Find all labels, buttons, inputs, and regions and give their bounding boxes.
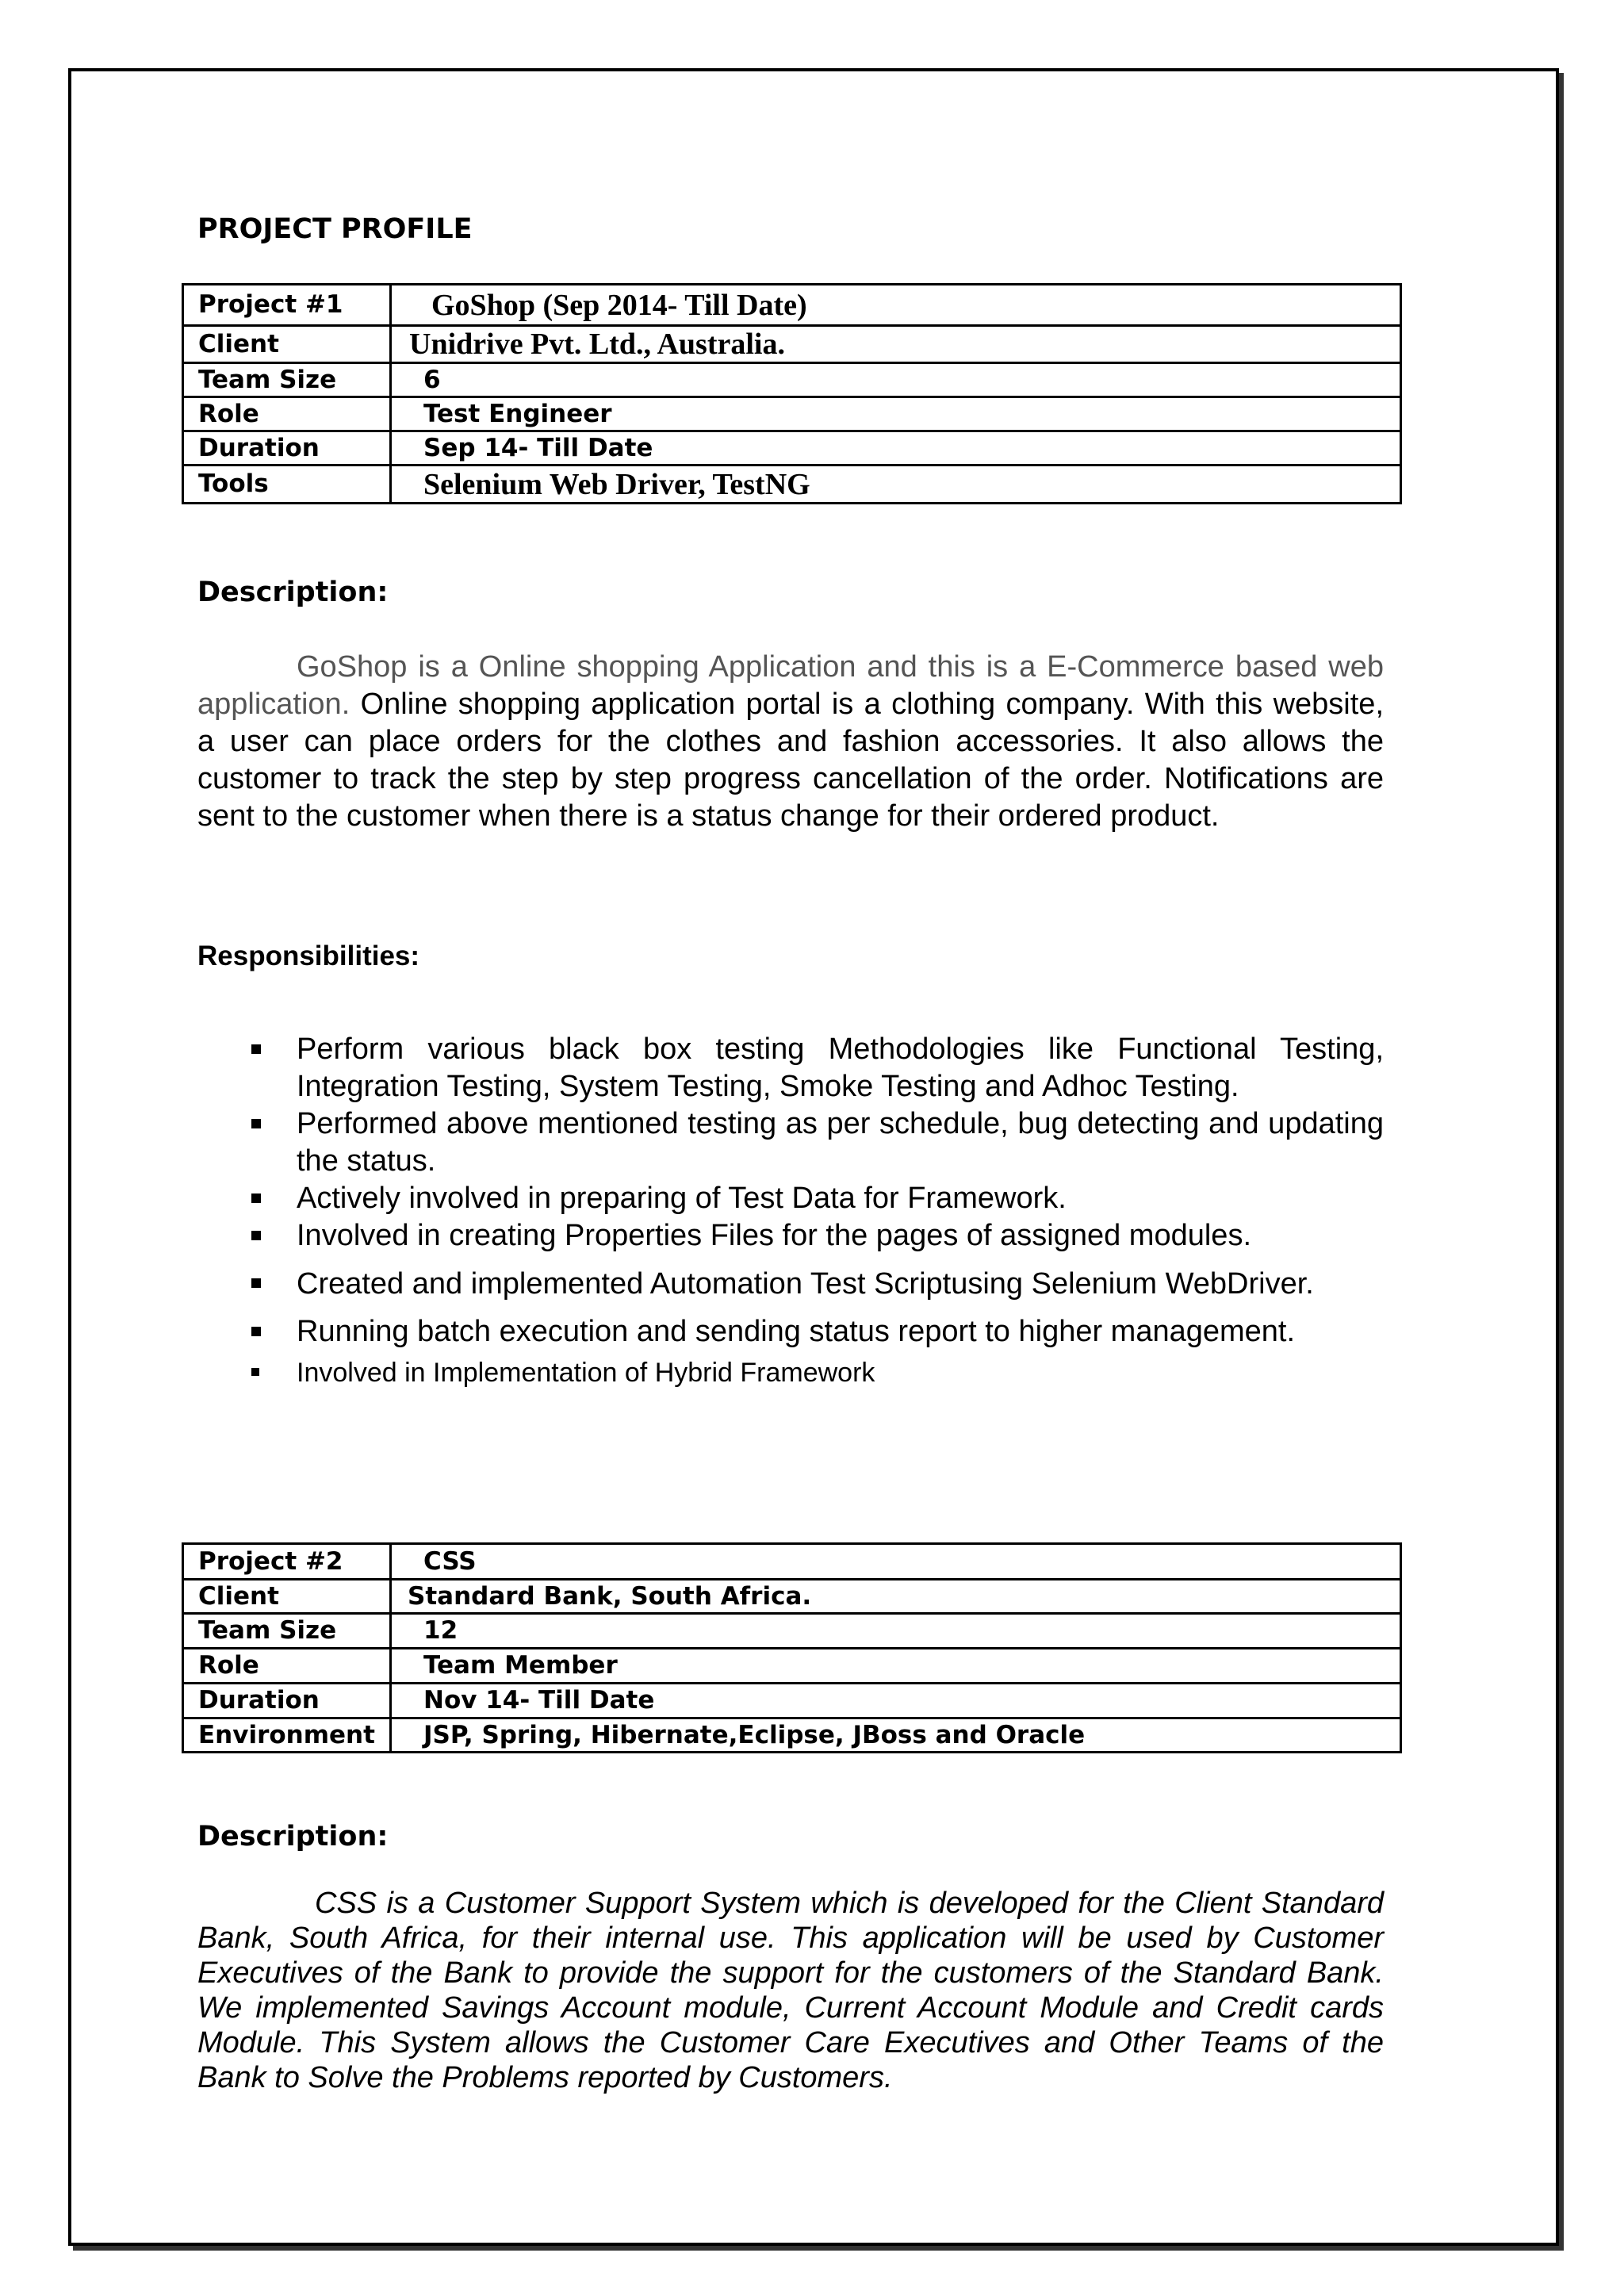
row-label: Tools xyxy=(183,466,391,504)
row-label: Project #1 xyxy=(183,285,391,326)
bullet-icon xyxy=(251,1193,261,1203)
list-item xyxy=(197,1261,1384,1307)
list-item xyxy=(197,1180,1384,1217)
row-label: Team Size xyxy=(183,1614,391,1649)
row-value: Sep 14- Till Date xyxy=(391,431,1401,466)
project2-table xyxy=(182,1542,1402,1753)
bullet-icon xyxy=(251,1119,261,1128)
row-label: Client xyxy=(183,326,391,363)
table-row xyxy=(183,431,1401,466)
row-value: CSS xyxy=(391,1544,1401,1580)
list-item-text: Running batch execution and sending status report to higher management. xyxy=(297,1315,1296,1348)
table-row xyxy=(183,1580,1401,1614)
bullet-icon xyxy=(251,1368,259,1376)
row-value: GoShop (Sep 2014- Till Date) xyxy=(391,285,1401,326)
table-row xyxy=(183,326,1401,363)
row-value: 12 xyxy=(391,1614,1401,1649)
row-value: Standard Bank, South Africa. xyxy=(391,1580,1401,1614)
list-item xyxy=(197,1313,1384,1351)
page-title: PROJECT PROFILE xyxy=(197,213,473,245)
bullet-icon xyxy=(251,1327,261,1336)
row-value: Nov 14- Till Date xyxy=(391,1684,1401,1718)
description-paragraph xyxy=(197,649,1384,835)
table-row xyxy=(183,466,1401,504)
table-row xyxy=(183,1649,1401,1684)
responsibilities-heading: Responsibilities: xyxy=(197,941,420,971)
list-item xyxy=(197,1217,1384,1255)
row-label: Role xyxy=(183,1649,391,1684)
list-item xyxy=(197,1105,1384,1180)
row-label: Project #2 xyxy=(183,1544,391,1580)
table-row xyxy=(183,363,1401,397)
table-row xyxy=(183,1544,1401,1580)
table-row xyxy=(183,285,1401,326)
table-row xyxy=(183,397,1401,431)
row-label: Environment xyxy=(183,1718,391,1753)
description-text: CSS is a Customer Support System which is developed for the Client Standard Bank, South Africa, for their internal use. This application will be used by Customer Executives of the Bank to provide the support for the customers of the Standard Bank. We implemented Savings Account module, Current Account Module and Credit cards Module. This System allows the Customer Care Executives and Other Teams of the Bank to Solve the Problems reported by Customers. xyxy=(197,1887,1384,2094)
description-rest: Online shopping application portal is a clothing company. With this website, a user can place orders for the clothes and fashion accessories. It also allows the customer to track the step by step progress cancellation of the order. Notifications are sent to the customer when there is a status change for their ordered product. xyxy=(197,688,1384,833)
row-value: Unidrive Pvt. Ltd., Australia. xyxy=(391,326,1401,363)
bullet-icon xyxy=(251,1231,261,1240)
list-item-text: Actively involved in preparing of Test Data for Framework. xyxy=(297,1182,1067,1215)
description-lead: GoShop is a Online shopping Application and this is a E-Commerce based web application. xyxy=(197,650,1384,721)
row-value: Team Member xyxy=(391,1649,1401,1684)
row-label: Client xyxy=(183,1580,391,1614)
project1-table xyxy=(182,283,1402,504)
row-value: 6 xyxy=(391,363,1401,397)
row-value: JSP, Spring, Hibernate,Eclipse, JBoss and Oracle xyxy=(391,1718,1401,1753)
list-item-text: Performed above mentioned testing as per schedule, bug detecting and updating the status. xyxy=(297,1107,1384,1178)
row-label: Duration xyxy=(183,1684,391,1718)
row-value: Test Engineer xyxy=(391,397,1401,431)
list-item-text: Perform various black box testing Methodologies like Functional Testing, Integration Testing, System Testing, Smoke Testing and Adhoc Testing. xyxy=(297,1033,1384,1103)
table-row xyxy=(183,1684,1401,1718)
row-label: Team Size xyxy=(183,363,391,397)
responsibilities-list xyxy=(197,1031,1384,1390)
table-row xyxy=(183,1718,1401,1753)
list-item xyxy=(197,1355,1384,1390)
table-row xyxy=(183,1614,1401,1649)
row-label: Duration xyxy=(183,431,391,466)
list-item-text: Involved in Implementation of Hybrid Framework xyxy=(297,1358,875,1388)
list-item xyxy=(197,1031,1384,1105)
row-label: Role xyxy=(183,397,391,431)
list-item-text: Involved in creating Properties Files for the pages of assigned modules. xyxy=(297,1219,1251,1252)
list-item-text: Created and implemented Automation Test Scriptusing Selenium WebDriver. xyxy=(297,1267,1314,1301)
row-value: Selenium Web Driver, TestNG xyxy=(391,466,1401,504)
description-paragraph xyxy=(197,1886,1384,2095)
description-heading: Description: xyxy=(197,577,389,608)
bullet-icon xyxy=(251,1044,261,1054)
description-heading: Description: xyxy=(197,1821,389,1852)
bullet-icon xyxy=(251,1278,261,1288)
